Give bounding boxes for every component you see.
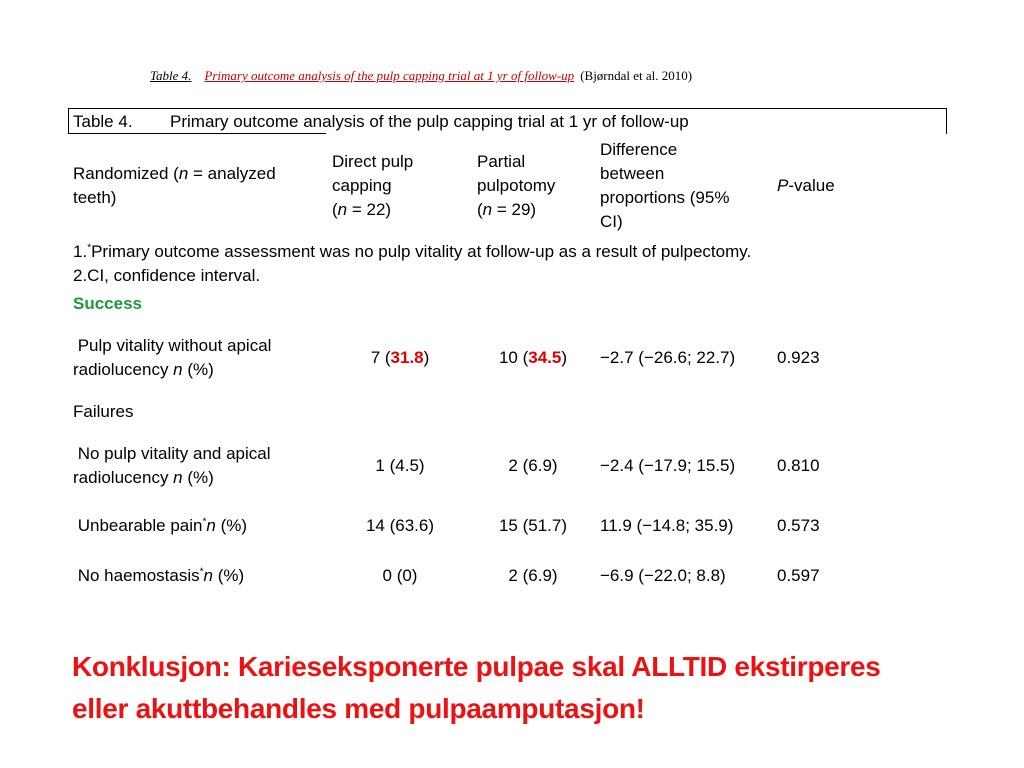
row2-p: 0.810 xyxy=(777,456,820,475)
row4-label-n: n xyxy=(203,566,213,585)
row1-partial-pre: 10 ( xyxy=(498,348,529,367)
row1-partial-highlight: 34.5 xyxy=(528,348,562,367)
caption-label: Table 4. xyxy=(150,68,192,83)
header-direct-line2: capping xyxy=(332,176,392,195)
success-label: Success xyxy=(73,294,142,313)
row1-label-line1: Pulp vitality without apical xyxy=(73,336,272,355)
note2-text: 2.CI, confidence interval. xyxy=(73,266,261,285)
row2-label-pct: (%) xyxy=(182,468,214,487)
row1-partial xyxy=(478,346,588,370)
table-number: Table 4. xyxy=(73,112,133,131)
table-border-top xyxy=(68,108,947,109)
row2-label-n: n xyxy=(173,468,183,487)
header-partial-line2: pulpotomy xyxy=(477,176,556,195)
row3-diff: 11.9 (−14.8; 35.9) xyxy=(600,516,734,535)
row4-partial: 2 (6.9) xyxy=(508,566,558,585)
header-direct-line1: Direct pulp xyxy=(332,152,414,171)
conclusion-text xyxy=(72,646,972,730)
header-randomized-n: n xyxy=(178,164,189,183)
header-diff-line3: proportions (95% xyxy=(600,188,730,207)
conclusion-line1: Konklusjon: Karieseksponerte pulpae skal ALLTID ekstirperes xyxy=(72,651,881,682)
row1-label-pct: (%) xyxy=(182,360,214,379)
row1-direct-post: ) xyxy=(423,348,430,367)
header-direct-pulp-capping xyxy=(332,150,413,222)
row-label-no-haemostasis xyxy=(73,564,244,588)
header-diff-line2: between xyxy=(600,164,665,183)
note1-text: Primary outcome assessment was no pulp vitality at follow-up as a result of pulpectomy. xyxy=(91,242,752,261)
table-border-left xyxy=(68,108,69,134)
table-border-right xyxy=(946,108,947,134)
table-caption xyxy=(150,68,692,84)
header-direct-paren: ( xyxy=(332,200,338,219)
conclusion-line2: eller akuttbehandles med pulpaamputasjon! xyxy=(72,693,645,724)
row2-partial: 2 (6.9) xyxy=(508,456,558,475)
row2-diff: −2.4 (−17.9; 15.5) xyxy=(600,456,736,475)
header-difference xyxy=(600,138,729,234)
row3-label: Unbearable pain xyxy=(73,516,203,535)
header-partial-n: n xyxy=(482,200,493,219)
row3-star: * xyxy=(202,516,207,528)
header-partial-pulpotomy xyxy=(477,150,555,222)
note1-star: * xyxy=(87,242,92,254)
row1-direct-highlight: 31.8 xyxy=(390,348,424,367)
header-diff-line4: CI) xyxy=(600,212,623,231)
row3-direct: 14 (63.6) xyxy=(365,516,435,535)
row1-label-line2: radiolucency xyxy=(73,360,174,379)
row1-label-n: n xyxy=(173,360,183,379)
row-label-no-pulp-vitality xyxy=(73,442,271,490)
header-p-rest: -value xyxy=(788,176,835,195)
row1-p: 0.923 xyxy=(777,348,820,367)
table-title-text: Primary outcome analysis of the pulp capping trial at 1 yr of follow-up xyxy=(170,112,689,131)
row4-label-pct: (%) xyxy=(213,566,245,585)
row2-label-line1: No pulp vitality and apical xyxy=(73,444,271,463)
table-title xyxy=(73,110,689,134)
header-randomized xyxy=(73,162,276,210)
table-notes xyxy=(73,240,751,288)
row4-label: No haemostasis xyxy=(73,566,200,585)
header-randomized-text: Randomized ( xyxy=(73,164,179,183)
row1-partial-post: ) xyxy=(561,348,568,367)
row3-label-pct: (%) xyxy=(215,516,248,535)
row2-direct: 1 (4.5) xyxy=(375,456,425,475)
row1-direct xyxy=(345,346,455,370)
header-diff-line1: Difference xyxy=(600,140,678,159)
header-randomized-post: = analyzed xyxy=(188,164,276,183)
header-p-italic: P xyxy=(777,176,789,195)
row-label-unbearable-pain xyxy=(73,514,247,538)
row4-diff: −6.9 (−22.0; 8.8) xyxy=(600,566,726,585)
row2-label-line2: radiolucency xyxy=(73,468,174,487)
row3-label-n: n xyxy=(206,516,216,535)
row4-star: * xyxy=(199,566,204,578)
header-p-value xyxy=(777,174,835,198)
header-direct-n: n xyxy=(337,200,348,219)
row3-partial: 15 (51.7) xyxy=(498,516,568,535)
header-direct-n-val: = 22) xyxy=(347,200,392,219)
row4-direct: 0 (0) xyxy=(382,566,418,585)
row1-diff: −2.7 (−26.6; 22.7) xyxy=(600,348,736,367)
failures-label: Failures xyxy=(73,402,134,421)
row4-p: 0.597 xyxy=(777,566,820,585)
header-randomized-line2: teeth) xyxy=(73,188,117,207)
header-partial-line1: Partial xyxy=(477,152,526,171)
row-label-pulp-vitality xyxy=(73,334,271,382)
caption-title: Primary outcome analysis of the pulp capping trial at 1 yr of follow-up xyxy=(204,68,575,83)
row3-p: 0.573 xyxy=(777,516,820,535)
caption-source: (Bjørndal et al. 2010) xyxy=(580,68,693,83)
note1-prefix: 1. xyxy=(73,242,88,261)
header-partial-paren: ( xyxy=(477,200,483,219)
row1-direct-pre: 7 ( xyxy=(370,348,391,367)
header-partial-n-val: = 29) xyxy=(492,200,537,219)
